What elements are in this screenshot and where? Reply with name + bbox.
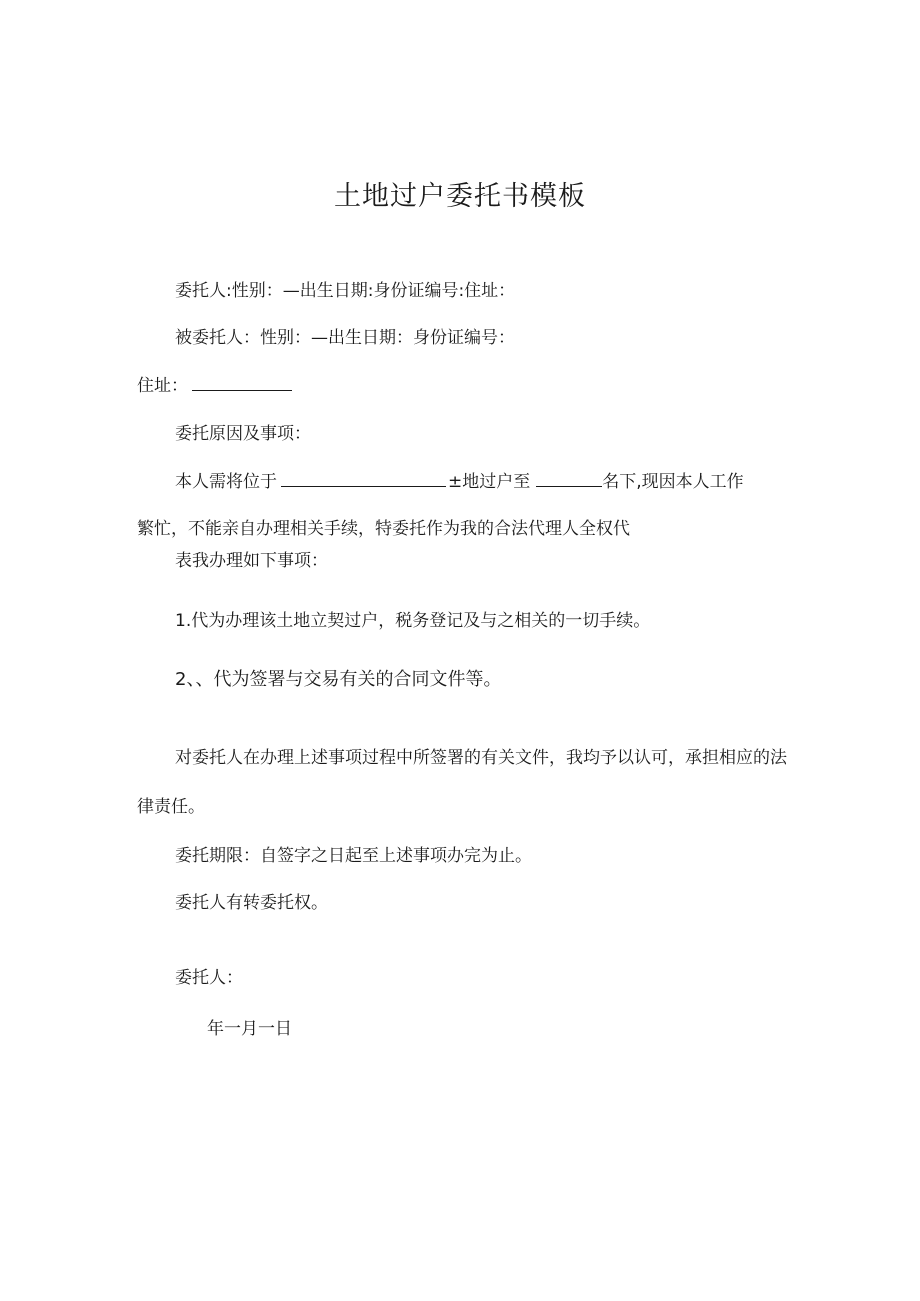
body-line-3: 表我办理如下事项： (175, 551, 328, 571)
agent-info-line: 被委托人：性别：—出生日期：身份证编号： (175, 328, 515, 348)
body-line-2: 繁忙，不能亲自办理相关手续，特委托作为我的合法代理人全权代 (137, 519, 630, 539)
body-part-1: 本人需将位于 (175, 472, 277, 492)
address-blank (192, 374, 292, 391)
list-item-2: 2、、代为签署与交易有关的合同文件等。 (175, 669, 502, 690)
body-part-3: 名下,现因本人工作 (602, 472, 744, 492)
body-part-2: ±地过户至 (448, 472, 531, 492)
land-location-blank (281, 470, 446, 487)
principal-info-line: 委托人:性别：—出生日期:身份证编号:住址： (175, 281, 516, 301)
document-title: 土地过户委托书模板 (334, 181, 586, 212)
reason-heading: 委托原因及事项： (175, 424, 311, 444)
recognition-line-1: 对委托人在办理上述事项过程中所签署的有关文件，我均予以认可，承担相应的法 (175, 748, 787, 768)
signature-label: 委托人： (175, 968, 243, 988)
recognition-line-2: 律责任。 (137, 797, 205, 817)
transferee-name-blank (536, 470, 602, 487)
address-line (137, 374, 292, 397)
transfer-right-line: 委托人有转委托权。 (175, 893, 328, 913)
period-line: 委托期限：自签字之日起至上述事项办完为止。 (175, 846, 532, 866)
date-line: 年一月一日 (207, 1019, 292, 1039)
body-line-1 (175, 470, 744, 493)
list-item-1: 1.代为办理该土地立契过户，税务登记及与之相关的一切手续。 (175, 611, 651, 631)
address-label: 住址： (137, 376, 188, 396)
